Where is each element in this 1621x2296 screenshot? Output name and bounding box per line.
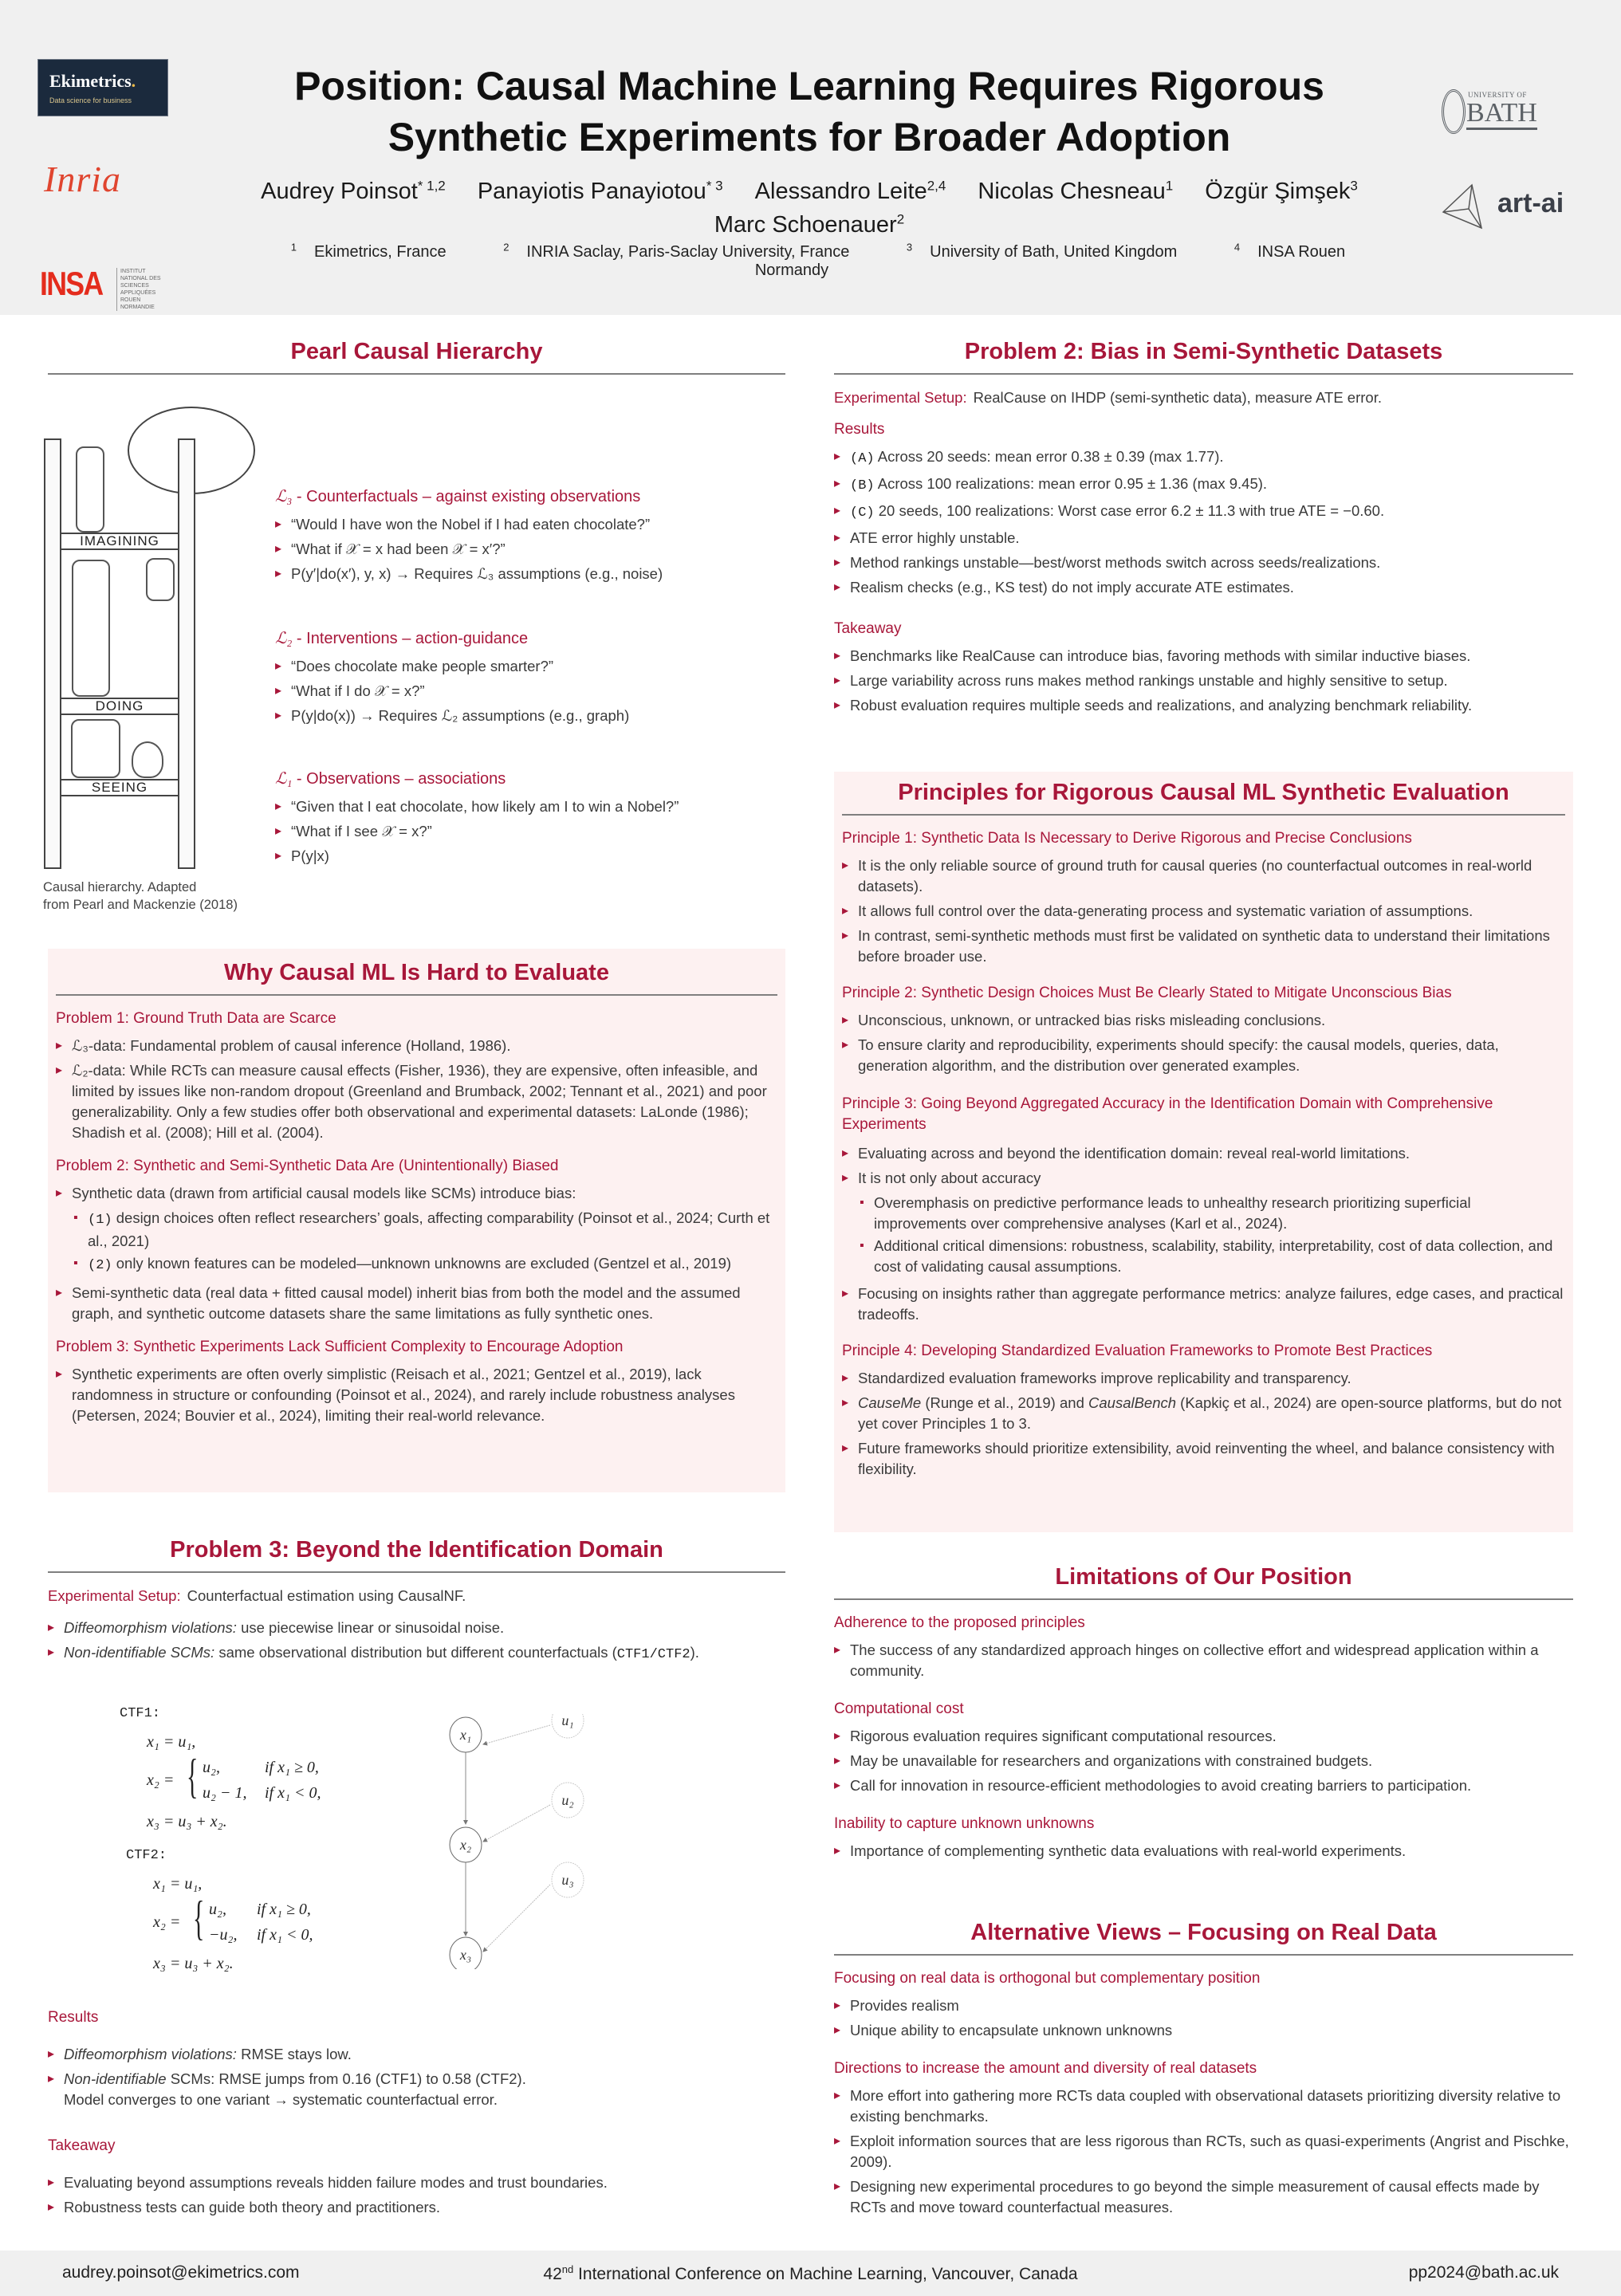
list-item: ▸ “Does chocolate make people smarter?” xyxy=(275,656,785,677)
title-line-1: Position: Causal Machine Learning Requires Rigorous xyxy=(294,64,1324,108)
robot-figure-icon xyxy=(71,719,120,778)
caveman-figure-icon xyxy=(72,560,110,697)
node-label: x₂ xyxy=(459,1837,472,1853)
author: Özgür Şimşek$^3$ xyxy=(1205,178,1358,204)
contact-email-right[interactable]: pp2024@bath.ac.uk xyxy=(1408,2263,1559,2282)
list-item: ▸ The success of any standardized approach hinges on collective effort and widespread application within a community. xyxy=(834,1640,1573,1681)
subsection-title: Problem 2: Synthetic and Semi-Synthetic Data Are (Unintentionally) Biased xyxy=(56,1158,559,1174)
list-item: ▸ Robust evaluation requires multiple seeds and realizations, and analyzing benchmark reliability. xyxy=(834,695,1573,716)
equation: x₃ = u₃ + x₂. xyxy=(153,1955,234,1972)
poster-footer xyxy=(0,2251,1621,2296)
ctf2-label: CTF2: xyxy=(126,1848,167,1863)
list-item: ▸ Evaluating beyond assumptions reveals hidden failure modes and trust boundaries. xyxy=(48,2172,785,2193)
list-item: ▸ Unconscious, unknown, or untracked bias risks misleading conclusions. xyxy=(842,1010,1565,1031)
causal-ladder-illustration xyxy=(44,407,259,877)
edge-u1-x1 xyxy=(483,1725,550,1744)
subsection-title: Takeaway xyxy=(48,2137,116,2154)
section-heading: Limitations of Our Position xyxy=(834,1564,1573,1600)
list-item: ▸ “Given that I eat chocolate, how likely am I to win a Nobel?” xyxy=(275,796,785,817)
list-item: ▸ To ensure clarity and reproducibility, experiments should specify: the causal models, queries, data, generation algorithm, and the distribution over generated examples. xyxy=(842,1035,1565,1076)
poster-header xyxy=(0,0,1621,315)
list-item: ▸ “What if 𝒳 = x had been 𝒳 = x′?” xyxy=(275,539,785,560)
affiliation: $^3$ University of Bath, United Kingdom xyxy=(906,241,1178,261)
brace-icon: { xyxy=(193,1892,205,1944)
conference-name: 42nd International Conference on Machine Learning, Vancouver, Canada xyxy=(543,2263,1078,2283)
section-heading: Problem 3: Beyond the Identification Domain xyxy=(48,1537,785,1573)
rung-imagining: IMAGINING xyxy=(60,533,179,550)
rung-doing: DOING xyxy=(60,698,179,715)
section-heading: Alternative Views – Focusing on Real Data xyxy=(834,1920,1573,1956)
list-item: ▸ P(y′|do(x′), y, x) → Requires ℒ₃ assumptions (e.g., noise) xyxy=(275,564,785,584)
ekimetrics-tagline: Data science for business xyxy=(49,96,132,104)
list-item: ▸ ℒ₃-data: Fundamental problem of causal inference (Holland, 1986). xyxy=(56,1036,777,1056)
author: Alessandro Leite$^{2,4}$ xyxy=(754,178,946,204)
insa-logo-subtitle: INSTITUT NATIONAL DES SCIENCES APPLIQUÉES ROUEN NORMANDIE xyxy=(116,268,172,311)
subsection-title: Problem 3: Synthetic Experiments Lack Sufficient Complexity to Encourage Adoption xyxy=(56,1339,624,1355)
node-label: x₁ xyxy=(459,1727,472,1743)
edge-u2-x2 xyxy=(483,1805,550,1842)
list-item: ▸ Importance of complementing synthetic data evaluations with real-world experiments. xyxy=(834,1841,1573,1862)
section-heading: Problem 2: Bias in Semi-Synthetic Datasets xyxy=(834,339,1573,375)
list-item: ▸ “What if I see 𝒳 = x?” xyxy=(275,821,785,842)
subsection-title: Principle 2: Synthetic Design Choices Must Be Clearly Stated to Mitigate Unconscious Bias xyxy=(842,985,1452,1001)
bath-logo-top: UNIVERSITY OF xyxy=(1468,91,1527,99)
section-heading: Principles for Rigorous Causal ML Synthetic Evaluation xyxy=(842,780,1565,816)
list-item: ▸ Realism checks (e.g., KS test) do not imply accurate ATE estimates. xyxy=(834,577,1573,598)
list-item: ▸ Provides realism xyxy=(834,1995,1573,2016)
affiliation: $^2$ INRIA Saclay, Paris-Saclay University, France xyxy=(503,241,850,261)
list-item: ▸ Benchmarks like RealCause can introduce bias, favoring methods with similar inductive biases. xyxy=(834,646,1573,666)
ekimetrics-logo-text: Ekimetrics xyxy=(49,71,132,91)
subsection-title: Principle 1: Synthetic Data Is Necessary to Derive Rigorous and Precise Conclusions xyxy=(842,830,1412,847)
subsection-title: Principle 4: Developing Standardized Evaluation Frameworks to Promote Best Practices xyxy=(842,1343,1433,1359)
owl-figure-icon xyxy=(132,741,163,778)
subsection-title: Focusing on real data is orthogonal but complementary position xyxy=(834,1970,1261,1987)
list-item: ▸ P(y|x) xyxy=(275,846,785,867)
subsection-title: Takeaway xyxy=(834,620,902,637)
caption-line: from Pearl and Mackenzie (2018) xyxy=(43,898,238,912)
experimental-setup: Experimental Setup: RealCause on IHDP (semi-synthetic data), measure ATE error. xyxy=(834,389,1382,406)
subsection-title: Results xyxy=(834,421,885,438)
affiliation-list xyxy=(239,241,1379,280)
section-heading: Pearl Causal Hierarchy xyxy=(48,339,785,375)
limitations-section xyxy=(834,1564,1573,1866)
list-item: ▸ It is the only reliable source of ground truth for causal queries (no counterfactual outcomes in real-world datasets). xyxy=(842,855,1565,897)
subsection-title: Principle 3: Going Beyond Aggregated Accuracy in the Identification Domain with Comprehensive Experiments xyxy=(842,1095,1493,1133)
rung-seeing: SEEING xyxy=(60,779,179,796)
equation: x₁ = u₁, xyxy=(153,1875,203,1893)
level-title: ℒ₁ - Observations – associations xyxy=(275,770,506,788)
author-list xyxy=(239,171,1379,239)
insa-logo-text: INSA xyxy=(40,265,103,302)
equation: x₃ = u₃ + x₂. xyxy=(147,1813,227,1830)
poster-title xyxy=(239,61,1379,163)
equation: −u₂, xyxy=(209,1926,238,1944)
list-item: ▸ Non-identifiable SCMs: RMSE jumps from 0.16 (CTF1) to 0.58 (CTF2). Model converges to one variant → systematic counterfactual error. xyxy=(48,2069,785,2110)
list-item: ▸ “What if I do 𝒳 = x?” xyxy=(275,681,785,702)
equation: u₂, xyxy=(203,1759,220,1776)
list-item: ▸ CauseMe (Runge et al., 2019) and CausalBench (Kapkiç et al., 2024) are open-source platforms, but do not yet cover Principles 1 to 3. xyxy=(842,1393,1565,1434)
list-item: ▸ Non-identifiable SCMs: same observational distribution but different counterfactuals (CTF1/CTF2). xyxy=(48,1642,785,1665)
subsection-title: Inability to capture unknown unknowns xyxy=(834,1815,1095,1832)
node-label: x₃ xyxy=(459,1947,472,1963)
list-item: ▸ (A) Across 20 seeds: mean error 0.38 ± 0.39 (max 1.77). xyxy=(834,446,1573,470)
experimental-setup: Experimental Setup: Counterfactual estimation using CausalNF. xyxy=(48,1587,466,1604)
list-item: ▸ Evaluating across and beyond the identification domain: reveal real-world limitations. xyxy=(842,1143,1565,1164)
principles-section xyxy=(834,772,1573,1532)
node-label: u₂ xyxy=(561,1792,574,1808)
sub-list-item: ▪ Additional critical dimensions: robustness, scalability, stability, interpretability, cost of data collection, and cost of validating causal assumptions. xyxy=(842,1236,1565,1277)
bath-seal-icon xyxy=(1442,89,1466,134)
list-item: ▸ In contrast, semi-synthetic methods must first be validated on synthetic data to understand their limitations before broader use. xyxy=(842,926,1565,967)
list-item: ▸ It is not only about accuracy xyxy=(842,1168,1565,1189)
pearl-hierarchy-section xyxy=(48,339,785,389)
causal-dag-diagram xyxy=(431,1714,622,1969)
sub-list-item: ▪ Overemphasis on predictive performance leads to unhealthy research prioritizing superficial improvements over comprehensive analyses (Karl et al., 2024). xyxy=(842,1193,1565,1234)
list-item: ▸ Synthetic data (drawn from artificial causal models like SCMs) introduce bias: xyxy=(56,1183,777,1204)
art-ai-logo xyxy=(1440,183,1599,231)
bath-logo-main: BATH xyxy=(1466,99,1537,130)
list-item: ▸ Future frameworks should prioritize extensibility, avoid reinventing the wheel, and balance consistency with flexibility. xyxy=(842,1438,1565,1480)
subsection-title: Problem 1: Ground Truth Data are Scarce xyxy=(56,1010,336,1027)
equation: x₂ = xyxy=(153,1913,181,1931)
equation: x₁ = u₁, xyxy=(147,1733,196,1751)
node-label: u₃ xyxy=(561,1872,574,1888)
title-line-2: Synthetic Experiments for Broader Adoption xyxy=(388,115,1231,159)
author: Audrey Poinsot$^{* 1,2}$ xyxy=(261,178,446,204)
figure-caption xyxy=(43,879,238,914)
why-hard-section xyxy=(48,949,785,1492)
level-observations xyxy=(275,769,785,871)
baby-figure-icon xyxy=(146,558,175,601)
list-item: ▸ Focusing on insights rather than aggregate performance metrics: analyze failures, edge cases, and practical tradeoffs. xyxy=(842,1284,1565,1325)
list-item: ▸ More effort into gathering more RCTs data coupled with observational datasets prioritizing diversity relative to existing benchmarks. xyxy=(834,2086,1573,2127)
affiliation: $^4$ INSA Rouen Normandy xyxy=(754,241,1346,279)
art-ai-logo-text: art-ai xyxy=(1497,188,1564,218)
node-label: u₁ xyxy=(561,1714,574,1728)
equation: if x₁ < 0, xyxy=(257,1926,313,1944)
ladder-pole-left xyxy=(44,438,61,869)
author: Marc Schoenauer$^2$ xyxy=(714,211,905,238)
list-item: ▸ Rigorous evaluation requires significant computational resources. xyxy=(834,1726,1573,1747)
insa-logo xyxy=(40,265,161,310)
equation: if x₁ ≥ 0, xyxy=(257,1901,311,1918)
list-item: ▸ Exploit information sources that are less rigorous than RCTs, such as quasi-experiments (Angrist and Pischke, 2009). xyxy=(834,2131,1573,2172)
level-counterfactuals xyxy=(275,486,785,588)
problem2-section xyxy=(834,339,1573,720)
list-item: ▸ (B) Across 100 realizations: mean error 0.95 ± 1.36 (max 9.45). xyxy=(834,474,1573,497)
problem3-section xyxy=(48,1537,785,1669)
list-item: ▸ “Would I have won the Nobel if I had eaten chocolate?” xyxy=(275,514,785,535)
ctf1-label: CTF1: xyxy=(120,1706,161,1721)
subsection-title: Adherence to the proposed principles xyxy=(834,1614,1085,1631)
ekimetrics-logo: Ekimetrics. Data science for business xyxy=(37,59,168,116)
contact-email-left[interactable]: audrey.poinsot@ekimetrics.com xyxy=(62,2263,300,2282)
list-item: ▸ Large variability across runs makes method rankings unstable and highly sensitive to setup. xyxy=(834,670,1573,691)
equation: x₂ = xyxy=(147,1771,175,1789)
list-item: ▸ ATE error highly unstable. xyxy=(834,528,1573,548)
edge-u3-x3 xyxy=(483,1885,550,1952)
inria-logo: Inria xyxy=(44,159,121,199)
author: Nicolas Chesneau$^1$ xyxy=(978,178,1174,204)
subsection-title: Results xyxy=(48,2009,99,2026)
list-item: ▸ Designing new experimental procedures to go beyond the simple measurement of causal effects made by RCTs and move toward counterfactual measures. xyxy=(834,2176,1573,2218)
list-item: ▸ ℒ₂-data: While RCTs can measure causal effects (Fisher, 1936), they are expensive, often infeasible, and limited by issues like non-random dropout (Greenland and Brumback, 2002; Tennant et al., 2021) and poor generalizability. Only a few studies offer both observational and experimental datasets: LaLonde (1986); Shadish et al. (2008); Hill et al. (2004). xyxy=(56,1060,777,1143)
brace-icon: { xyxy=(187,1750,199,1803)
list-item: ▸ (C) 20 seeds, 100 realizations: Worst case error 6.2 ± 11.3 with true ATE = −0.60. xyxy=(834,501,1573,524)
problem3-results xyxy=(48,2009,785,2222)
affiliation: $^1$ Ekimetrics, France xyxy=(290,241,447,261)
subsection-title: Directions to increase the amount and diversity of real datasets xyxy=(834,2060,1257,2077)
caption-line: Causal hierarchy. Adapted xyxy=(43,880,197,894)
list-item: ▸ Diffeomorphism violations: use piecewise linear or sinusoidal noise. xyxy=(48,1618,785,1638)
equation: if x₁ < 0, xyxy=(265,1784,321,1802)
equation: u₂ − 1, xyxy=(203,1784,247,1802)
scientist-figure-icon xyxy=(76,446,104,533)
list-item: ▸ Method rankings unstable—best/worst methods switch across seeds/realizations. xyxy=(834,552,1573,573)
subsection-title: Computational cost xyxy=(834,1700,964,1717)
ladder-pole-right xyxy=(178,438,195,869)
list-item: ▸ Standardized evaluation frameworks improve replicability and transparency. xyxy=(842,1368,1565,1389)
art-ai-triangle-icon xyxy=(1440,183,1488,231)
level-title: ℒ₂ - Interventions – action-guidance xyxy=(275,630,529,647)
author: Panayiotis Panayiotou$^{* 3}$ xyxy=(477,178,723,204)
list-item: ▸ It allows full control over the data-generating process and systematic variation of assumptions. xyxy=(842,901,1565,922)
list-item: ▸ Unique ability to encapsulate unknown unknowns xyxy=(834,2020,1573,2041)
level-title: ℒ₃ - Counterfactuals – against existing observations xyxy=(275,488,641,505)
section-heading: Why Causal ML Is Hard to Evaluate xyxy=(56,960,777,996)
list-item: ▸ Synthetic experiments are often overly simplistic (Reisach et al., 2021; Gentzel et al., 2019), lack randomness in structure or confounding (Poinsot et al., 2024), and rarely include robustness analyses (Petersen, 2024; Bouvier et al., 2024), limiting their real-world relevance. xyxy=(56,1364,777,1426)
sub-list-item: ▪ (2) only known features can be modeled—unknown unknowns are excluded (Gentzel et al., 2019) xyxy=(56,1253,777,1276)
list-item: ▸ Diffeomorphism violations: RMSE stays low. xyxy=(48,2044,785,2065)
sub-list-item: ▪ (1) design choices often reflect researchers’ goals, affecting comparability (Poinsot et al., 2024; Curth et al., 2021) xyxy=(56,1208,777,1252)
list-item: ▸ P(y|do(x)) → Requires ℒ₂ assumptions (e.g., graph) xyxy=(275,706,785,726)
list-item: ▸ Semi-synthetic data (real data + fitted causal model) inherit bias from both the model and the assumed graph, and synthetic outcome datasets share the same limitations as fully synthetic ones. xyxy=(56,1283,777,1324)
level-interventions xyxy=(275,628,785,730)
equation: if x₁ ≥ 0, xyxy=(265,1759,319,1776)
list-item: ▸ May be unavailable for researchers and organizations with constrained budgets. xyxy=(834,1751,1573,1771)
list-item: ▸ Call for innovation in resource-efficient methodologies to avoid creating barriers to participation. xyxy=(834,1775,1573,1796)
equation: u₂, xyxy=(209,1901,226,1918)
alternative-views-section xyxy=(834,1920,1573,2222)
list-item: ▸ Robustness tests can guide both theory and practitioners. xyxy=(48,2197,785,2218)
